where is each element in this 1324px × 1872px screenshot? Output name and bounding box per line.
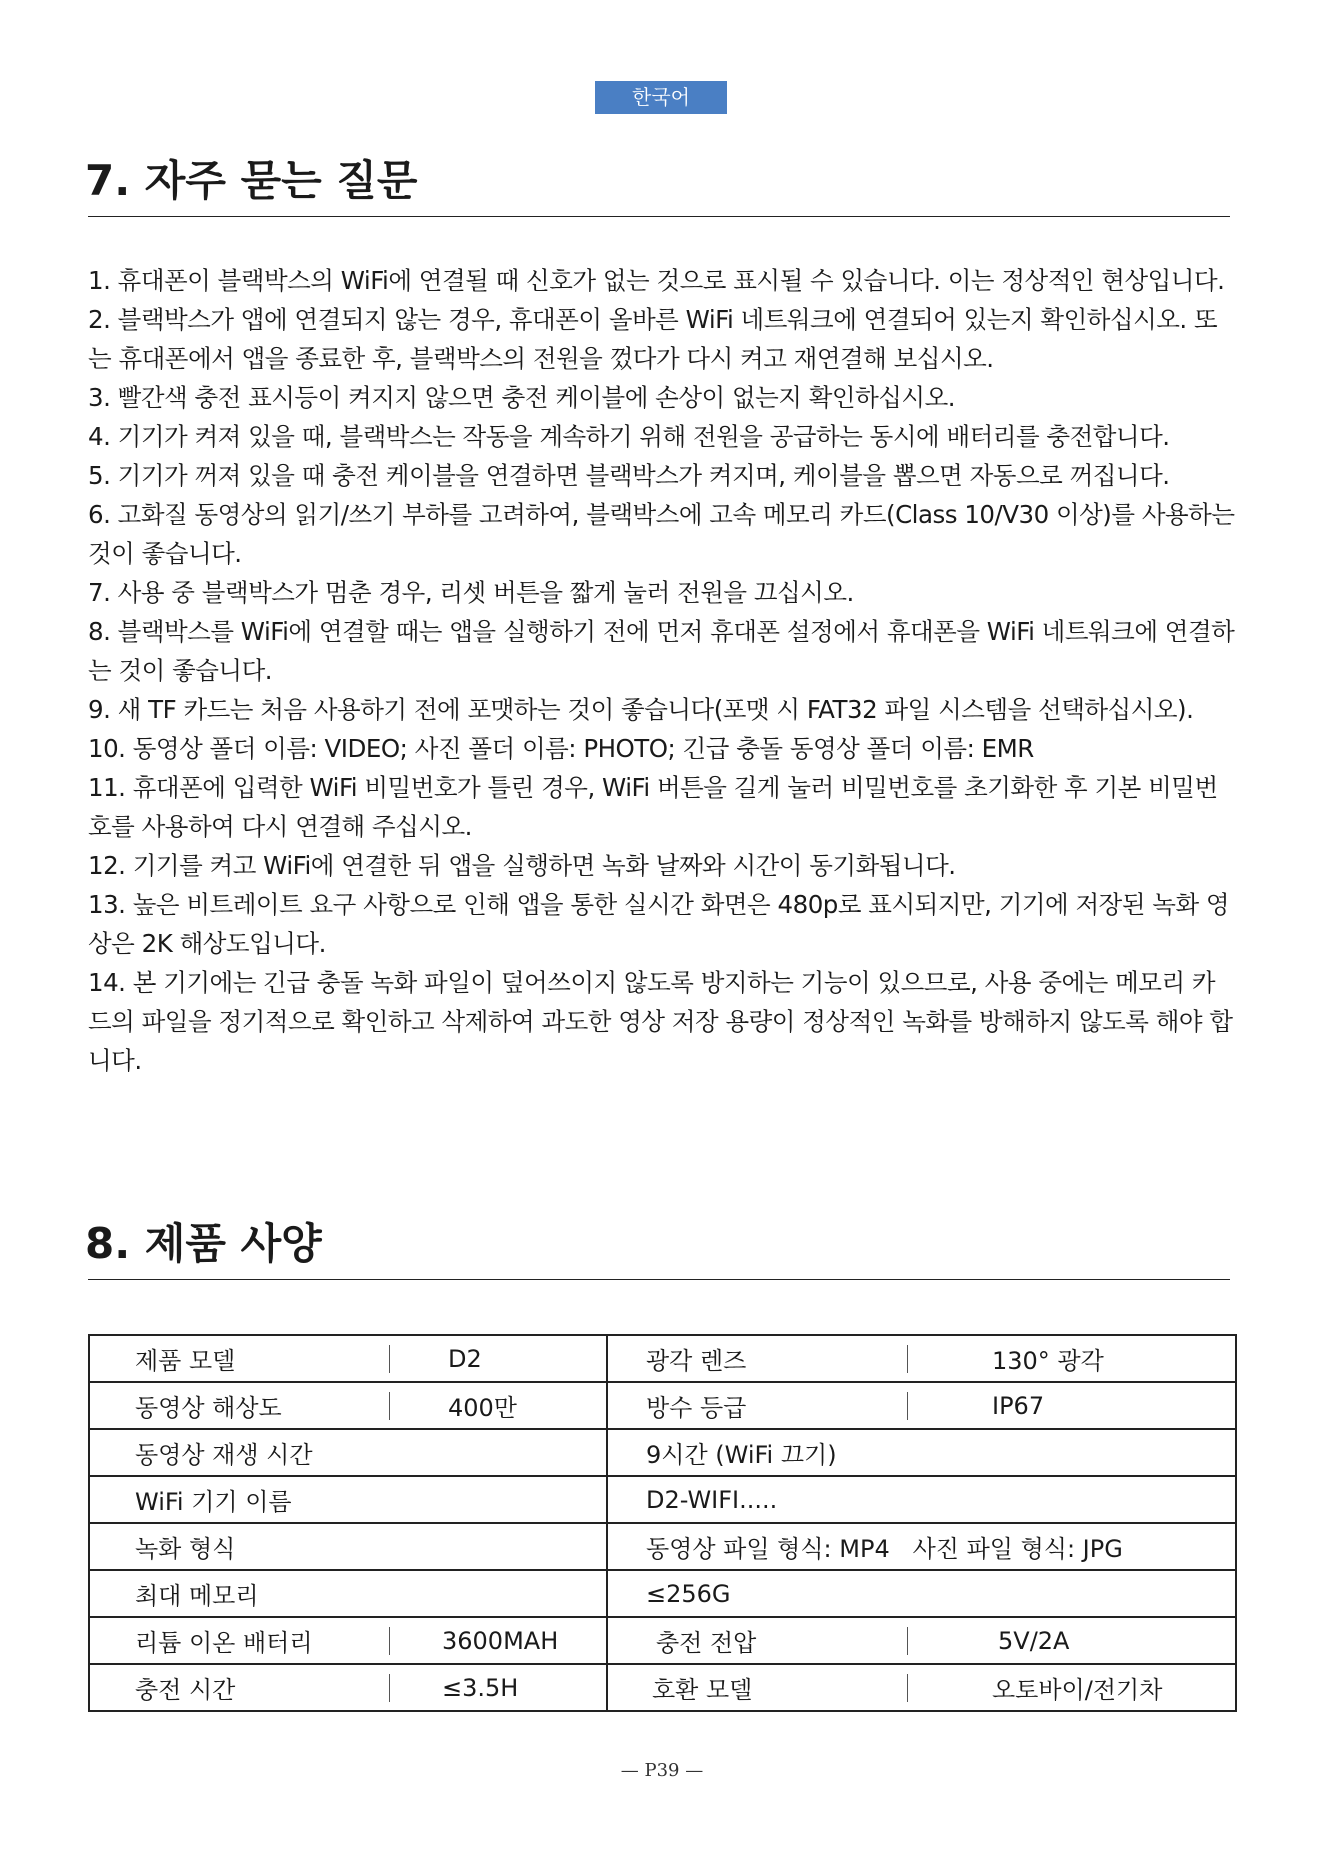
faq-item: 8. 블랙박스를 WiFi에 연결할 때는 앱을 실행하기 전에 먼저 휴대폰 설정에서 휴대폰을 WiFi 네트워크에 연결하는 것이 좋습니다. (88, 617, 1235, 685)
specs-section-title: 8. 제품 사양 (85, 1219, 322, 1268)
spec-row (89, 1476, 1236, 1523)
spec-value: 400만 (389, 1382, 607, 1429)
spec-value: 오토바이/전기차 (907, 1664, 1236, 1711)
faq-title-divider (88, 216, 1230, 217)
specs-title-divider (88, 1279, 1230, 1280)
faq-item: 3. 빨간색 충전 표시등이 켜지지 않으면 충전 케이블에 손상이 없는지 확인하십시오. (88, 383, 956, 412)
faq-list (88, 261, 1238, 1080)
spec-value: D2-WIFI..... (607, 1476, 1236, 1523)
page-number: — P39 — (620, 1760, 704, 1781)
spec-value: 5V/2A (907, 1617, 1236, 1664)
spec-value: D2 (389, 1335, 607, 1382)
spec-label: 녹화 형식 (89, 1523, 607, 1570)
spec-value: ≤256G (607, 1570, 1236, 1617)
spec-row (89, 1382, 1236, 1429)
spec-value: 3600MAH (389, 1617, 607, 1664)
spec-label: 최대 메모리 (89, 1570, 607, 1617)
spec-row (89, 1570, 1236, 1617)
spec-value: IP67 (907, 1382, 1236, 1429)
spec-row (89, 1429, 1236, 1476)
spec-label: 광각 렌즈 (607, 1335, 907, 1382)
faq-item: 5. 기기가 꺼져 있을 때 충전 케이블을 연결하면 블랙박스가 켜지며, 케이블을 뽑으면 자동으로 꺼집니다. (88, 461, 1170, 490)
spec-row (89, 1523, 1236, 1570)
language-badge: 한국어 (595, 81, 727, 114)
spec-label: 충전 시간 (89, 1664, 389, 1711)
faq-item: 10. 동영상 폴더 이름: VIDEO; 사진 폴더 이름: PHOTO; 긴급 충돌 동영상 폴더 이름: EMR (88, 734, 1034, 763)
spec-row (89, 1335, 1236, 1382)
faq-item: 4. 기기가 켜져 있을 때, 블랙박스는 작동을 계속하기 위해 전원을 공급하는 동시에 배터리를 충전합니다. (88, 422, 1170, 451)
spec-row (89, 1617, 1236, 1664)
spec-value: 동영상 파일 형식: MP4 사진 파일 형식: JPG (607, 1523, 1236, 1570)
spec-value: 130° 광각 (907, 1335, 1236, 1382)
spec-label: 호환 모델 (607, 1664, 907, 1711)
faq-item: 2. 블랙박스가 앱에 연결되지 않는 경우, 휴대폰이 올바른 WiFi 네트워크에 연결되어 있는지 확인하십시오. 또는 휴대폰에서 앱을 종료한 후, 블랙박스의 전원을 껐다가 다시 켜고 재연결해 보십시오. (88, 305, 1218, 373)
faq-item: 7. 사용 중 블랙박스가 멈춘 경우, 리셋 버튼을 짧게 눌러 전원을 끄십시오. (88, 578, 854, 607)
spec-value: 9시간 (WiFi 끄기) (607, 1429, 1236, 1476)
faq-section-title: 7. 자주 묻는 질문 (85, 156, 418, 205)
spec-row (89, 1664, 1236, 1711)
spec-label: 리튬 이온 배터리 (89, 1617, 389, 1664)
spec-label: 충전 전압 (607, 1617, 907, 1664)
spec-label: 동영상 해상도 (89, 1382, 389, 1429)
faq-item: 1. 휴대폰이 블랙박스의 WiFi에 연결될 때 신호가 없는 것으로 표시될 수 있습니다. 이는 정상적인 현상입니다. (88, 266, 1225, 295)
faq-item: 14. 본 기기에는 긴급 충돌 녹화 파일이 덮어쓰이지 않도록 방지하는 기능이 있으므로, 사용 중에는 메모리 카드의 파일을 정기적으로 확인하고 삭제하여 과도한 영상 저장 용량이 정상적인 녹화를 방해하지 않도록 해야 합니다. (88, 968, 1233, 1075)
spec-label: 동영상 재생 시간 (89, 1429, 607, 1476)
spec-table (88, 1334, 1237, 1712)
spec-label: 방수 등급 (607, 1382, 907, 1429)
faq-item: 6. 고화질 동영상의 읽기/쓰기 부하를 고려하여, 블랙박스에 고속 메모리 카드(Class 10/V30 이상)를 사용하는 것이 좋습니다. (88, 500, 1235, 568)
faq-item: 12. 기기를 켜고 WiFi에 연결한 뒤 앱을 실행하면 녹화 날짜와 시간이 동기화됩니다. (88, 851, 956, 880)
faq-item: 11. 휴대폰에 입력한 WiFi 비밀번호가 틀린 경우, WiFi 버튼을 길게 눌러 비밀번호를 초기화한 후 기본 비밀번호를 사용하여 다시 연결해 주십시오. (88, 773, 1218, 841)
faq-item: 9. 새 TF 카드는 처음 사용하기 전에 포맷하는 것이 좋습니다(포맷 시 FAT32 파일 시스템을 선택하십시오). (88, 695, 1194, 724)
faq-item: 13. 높은 비트레이트 요구 사항으로 인해 앱을 통한 실시간 화면은 480p로 표시되지만, 기기에 저장된 녹화 영상은 2K 해상도입니다. (88, 890, 1230, 958)
spec-label: 제품 모델 (89, 1335, 389, 1382)
spec-label: WiFi 기기 이름 (89, 1476, 607, 1523)
spec-value: ≤3.5H (389, 1664, 607, 1711)
